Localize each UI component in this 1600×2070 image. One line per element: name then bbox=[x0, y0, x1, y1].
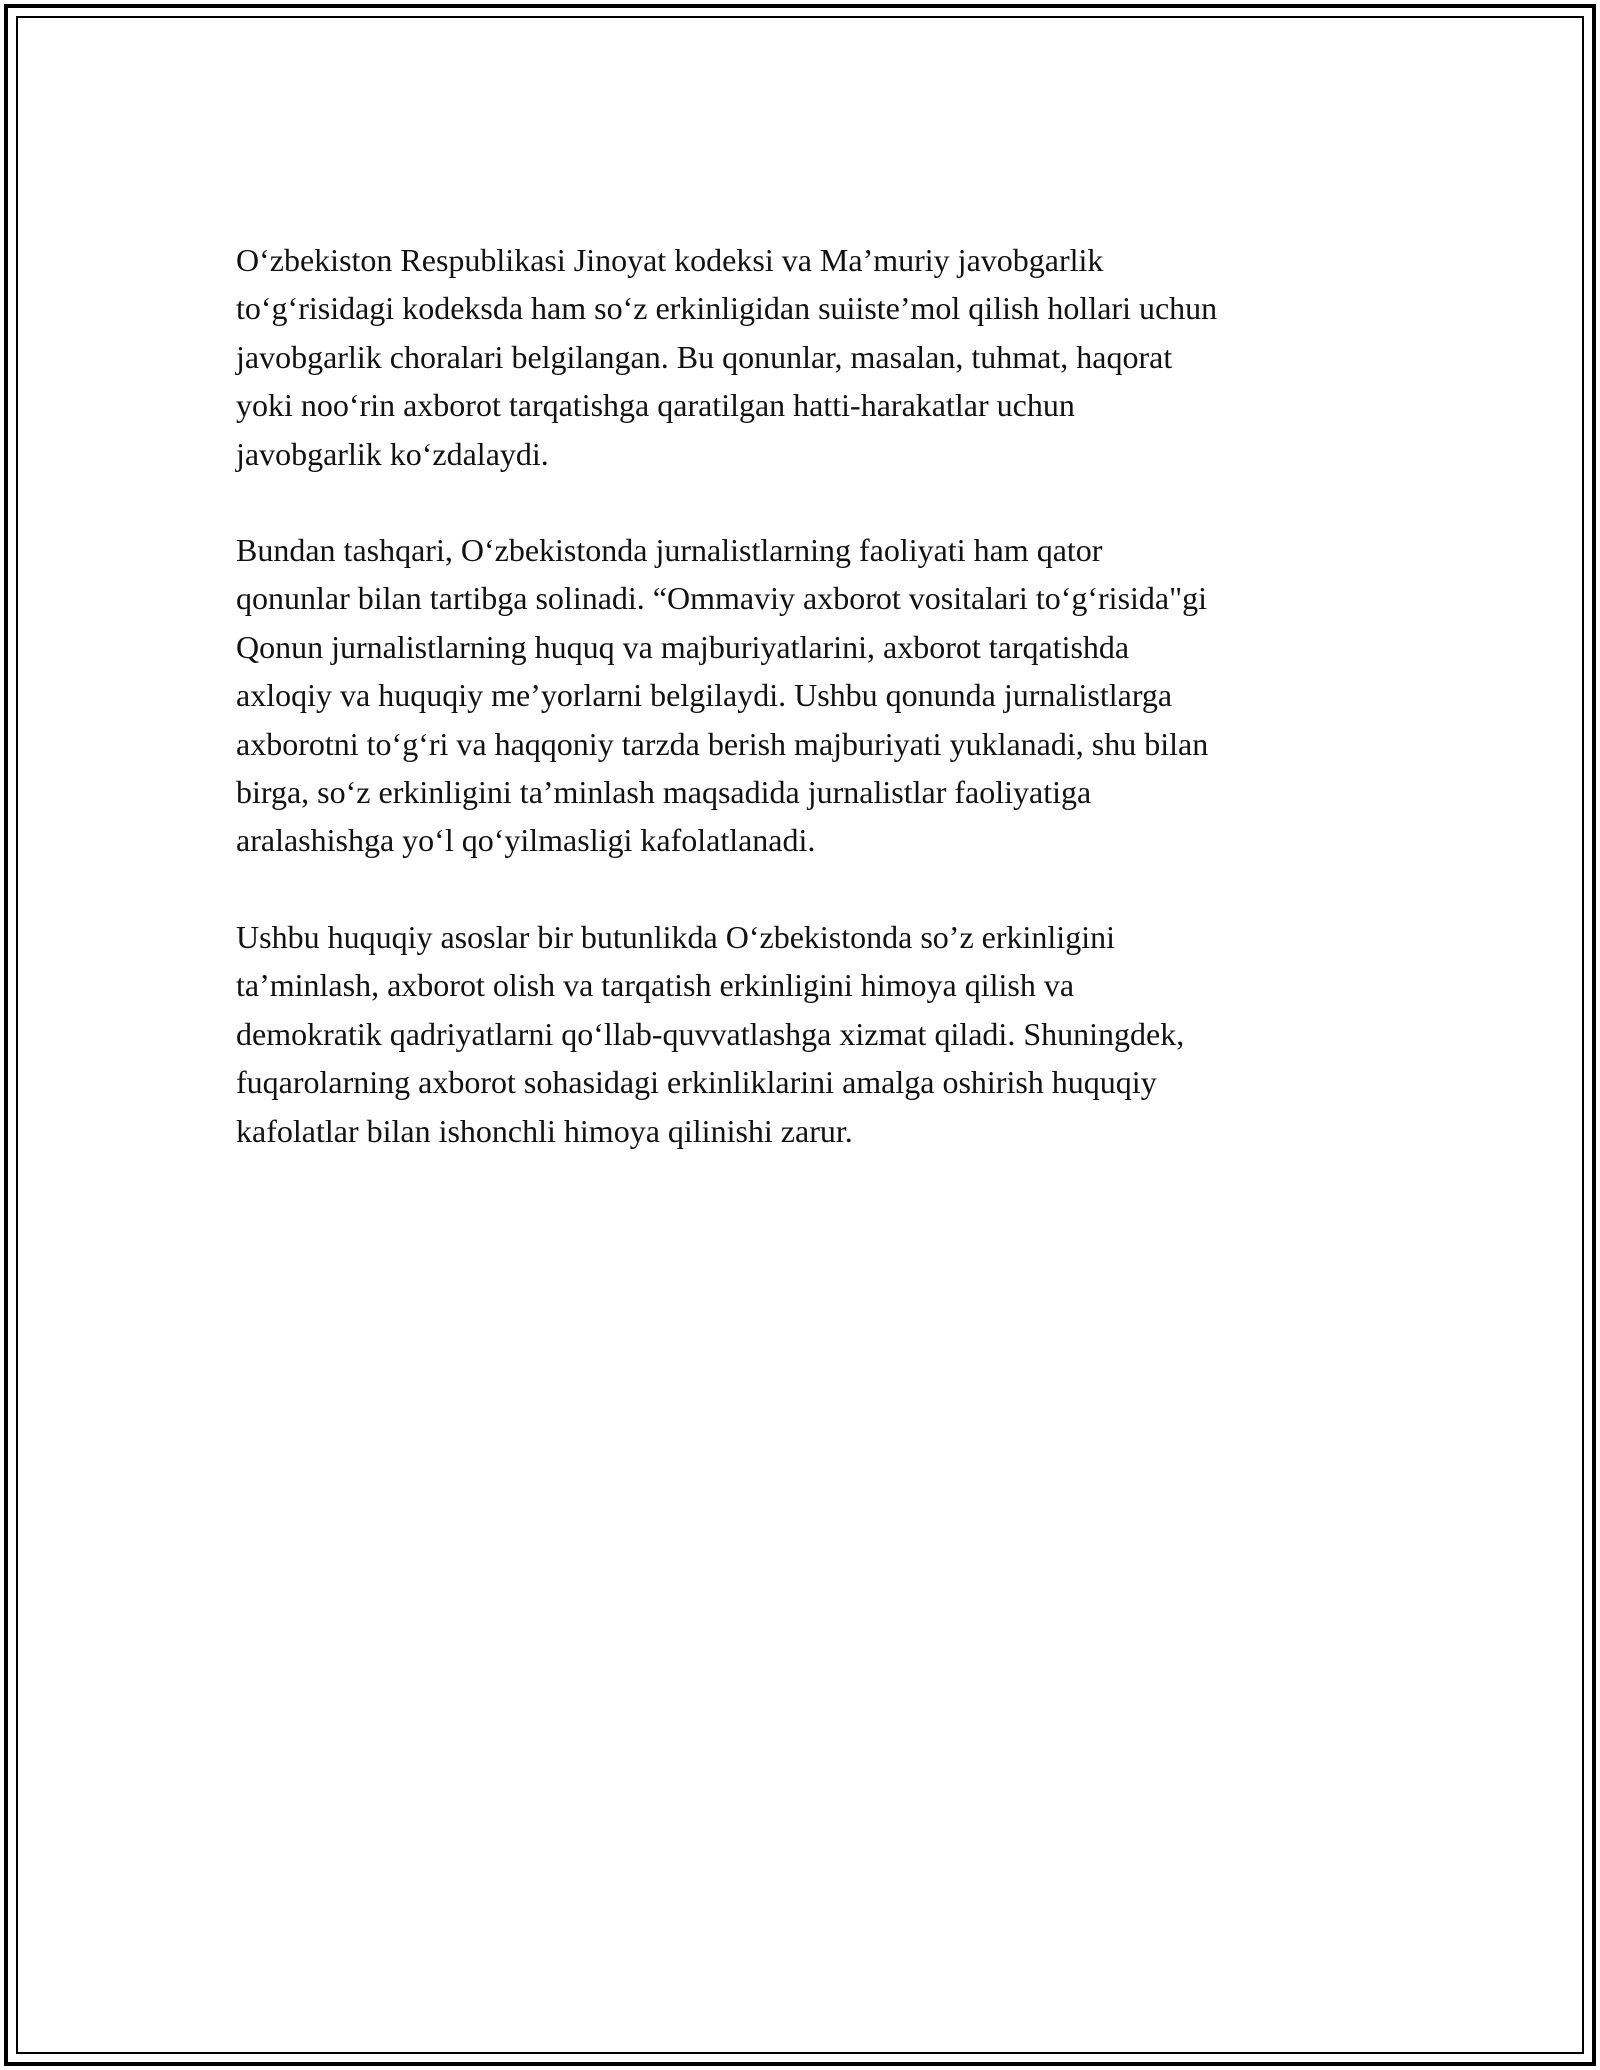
text-line: Ushbu huquqiy asoslar bir butunlikda O‘zbekistonda so’z erkinligini bbox=[236, 918, 1115, 955]
text-line: Bundan tashqari, O‘zbekistonda jurnalistlarning faoliyati ham qator bbox=[236, 532, 1103, 569]
text-line: fuqarolarning axborot sohasidagi erkinliklarini amalga oshirish huquqiy bbox=[236, 1064, 1157, 1101]
text-line: axloqiy va huquqiy me’yorlarni belgilaydi. Ushbu qonunda jurnalistlarga bbox=[236, 677, 1173, 714]
text-line: ta’minlash, axborot olish va tarqatish erkinligini himoya qilish va bbox=[236, 967, 1075, 1004]
text-line: to‘g‘risidagi kodeksda ham so‘z erkinligidan suiiste’mol qilish hollari uchun bbox=[236, 290, 1218, 327]
paragraph-journalism-law bbox=[236, 526, 1386, 865]
text-line: O‘zbekiston Respublikasi Jinoyat kodeksi va Ma’muriy javobgarlik bbox=[236, 242, 1104, 278]
text-line: demokratik qadriyatlarni qo‘llab-quvvatlashga xizmat qiladi. Shuningdek, bbox=[236, 1015, 1185, 1052]
paragraph-legal-foundations bbox=[236, 913, 1386, 1155]
document-body bbox=[236, 236, 1386, 1203]
text-line: birga, so‘z erkinligini ta’minlash maqsadida jurnalistlar faoliyatiga bbox=[236, 774, 1092, 811]
text-line: qonunlar bilan tartibga solinadi. “Ommaviy axborot vositalari to‘g‘risida"gi bbox=[236, 580, 1208, 617]
text-line: Qonun jurnalistlarning huquq va majburiyatlarini, axborot tarqatishda bbox=[236, 628, 1130, 665]
text-line: javobgarlik ko‘zdalaydi. bbox=[236, 435, 549, 472]
text-line: kafolatlar bilan ishonchli himoya qilinishi zarur. bbox=[236, 1112, 853, 1149]
text-line: axborotni to‘g‘ri va haqqoniy tarzda berish majburiyati yuklanadi, shu bilan bbox=[236, 725, 1209, 762]
paragraph-criminal-code bbox=[236, 236, 1386, 478]
text-line: aralashishga yo‘l qo‘yilmasligi kafolatlanadi. bbox=[236, 822, 816, 859]
text-line: javobgarlik choralari belgilangan. Bu qonunlar, masalan, tuhmat, haqorat bbox=[236, 338, 1173, 375]
text-line: yoki noo‘rin axborot tarqatishga qaratilgan hatti-harakatlar uchun bbox=[236, 387, 1075, 424]
